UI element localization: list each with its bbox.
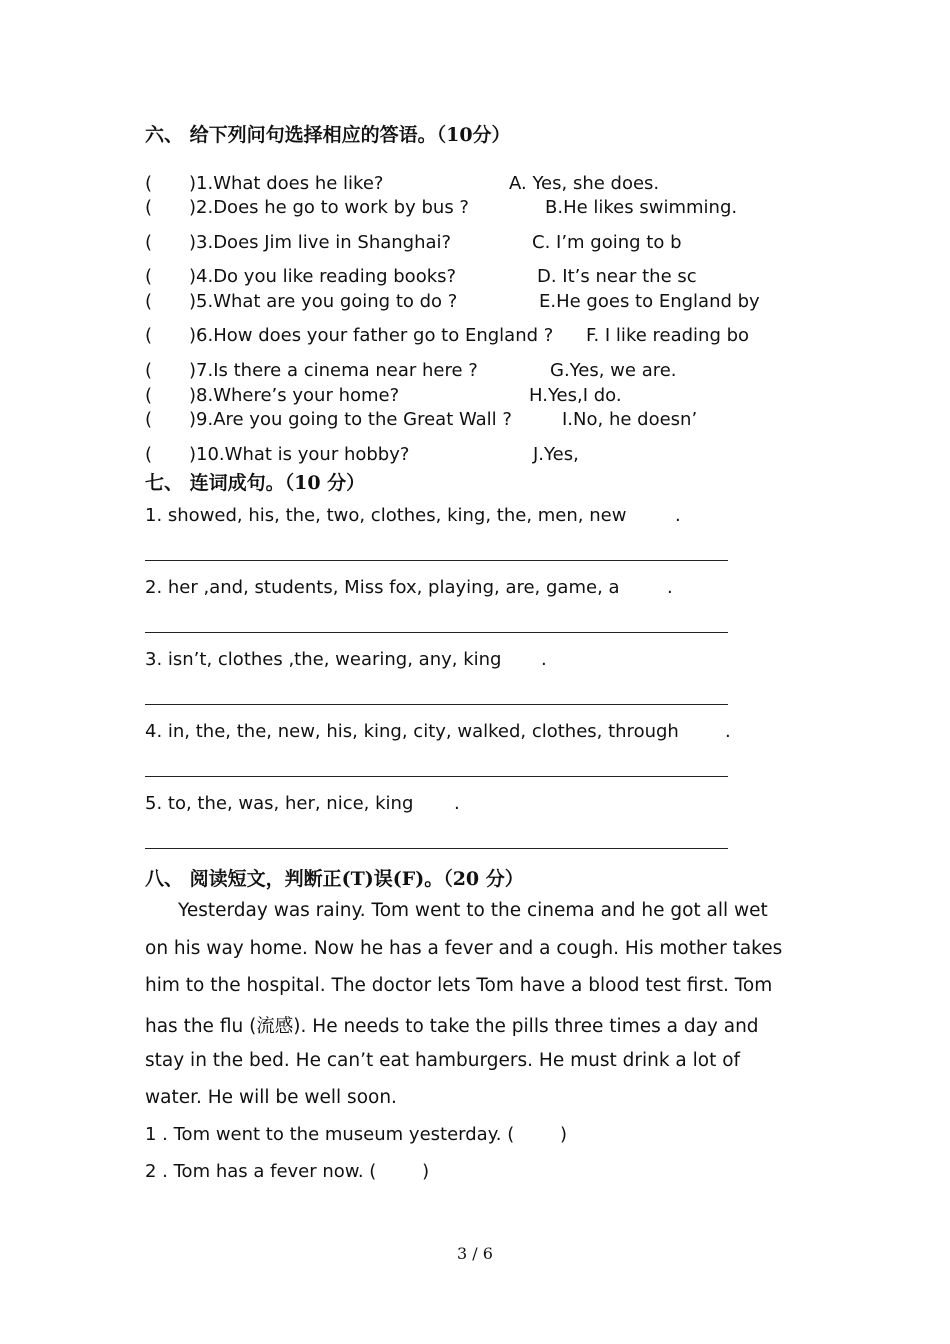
section8-title: 八、 阅读短文，判断正(T)误(F)。（20 分） xyxy=(145,868,524,890)
matching-question: )1.What does he like? xyxy=(189,173,384,194)
answer-line[interactable] xyxy=(145,776,728,777)
sentence-period: . xyxy=(667,577,673,598)
matching-answer: C. I’m going to b xyxy=(532,232,682,253)
matching-question: )9.Are you going to the Great Wall ? xyxy=(189,409,512,430)
answer-paren[interactable]: ( xyxy=(145,232,153,253)
answer-paren[interactable]: ( xyxy=(145,325,153,346)
passage-line: on his way home. Now he has a fever and a cough. His mother takes xyxy=(145,938,783,959)
answer-paren[interactable]: ( xyxy=(145,444,153,465)
scrambled-sentence: 2. her ,and, students, Miss fox, playing, are, game, a xyxy=(145,577,620,598)
scrambled-sentence: 1. showed, his, the, two, clothes, king, the, men, new xyxy=(145,505,627,526)
passage-line: stay in the bed. He can’t eat hamburgers. He must drink a lot of xyxy=(145,1050,741,1071)
matching-answer: I.No, he doesn’ xyxy=(562,409,698,430)
answer-paren[interactable]: ( xyxy=(145,291,153,312)
passage-line: water. He will be well soon. xyxy=(145,1087,397,1108)
matching-question: )3.Does Jim live in Shanghai? xyxy=(189,232,452,253)
tf-question[interactable]: 2 . Tom has a fever now. ( ) xyxy=(145,1161,430,1182)
scrambled-sentence: 4. in, the, the, new, his, king, city, walked, clothes, through xyxy=(145,721,679,742)
matching-answer: F. I like reading bo xyxy=(586,325,750,346)
passage-line: has the flu (流感). He needs to take the pills three times a day and xyxy=(145,1016,759,1037)
matching-answer: D. It’s near the sc xyxy=(537,266,697,287)
matching-question: )5.What are you going to do ? xyxy=(189,291,458,312)
scrambled-sentence: 3. isn’t, clothes ,the, wearing, any, king xyxy=(145,649,502,670)
section7-title: 七、 连词成句。（10 分） xyxy=(145,472,366,494)
passage-line: Yesterday was rainy. Tom went to the cinema and he got all wet xyxy=(178,900,768,921)
sentence-period: . xyxy=(725,721,731,742)
section6-title: 六、 给下列问句选择相应的答语。（10分） xyxy=(145,124,511,146)
answer-line[interactable] xyxy=(145,704,728,705)
answer-paren[interactable]: ( xyxy=(145,409,153,430)
matching-answer: H.Yes,I do. xyxy=(529,385,622,406)
matching-question: )4.Do you like reading books? xyxy=(189,266,457,287)
matching-question: )2.Does he go to work by bus ? xyxy=(189,197,469,218)
matching-question: )10.What is your hobby? xyxy=(189,444,410,465)
answer-line[interactable] xyxy=(145,560,728,561)
answer-paren[interactable]: ( xyxy=(145,197,153,218)
answer-paren[interactable]: ( xyxy=(145,360,153,381)
matching-question: )6.How does your father go to England ? xyxy=(189,325,554,346)
matching-answer: J.Yes, xyxy=(533,444,579,465)
answer-paren[interactable]: ( xyxy=(145,266,153,287)
answer-line[interactable] xyxy=(145,848,728,849)
passage-line: him to the hospital. The doctor lets Tom have a blood test first. Tom xyxy=(145,975,773,996)
sentence-period: . xyxy=(675,505,681,526)
matching-question: )7.Is there a cinema near here ? xyxy=(189,360,478,381)
page-number: 3 / 6 xyxy=(457,1244,493,1263)
matching-answer: B.He likes swimming. xyxy=(545,197,738,218)
matching-answer: E.He goes to England by xyxy=(539,291,760,312)
matching-answer: A. Yes, she does. xyxy=(509,173,660,194)
answer-paren[interactable]: ( xyxy=(145,385,153,406)
answer-paren[interactable]: ( xyxy=(145,173,153,194)
sentence-period: . xyxy=(454,793,460,814)
matching-question: )8.Where’s your home? xyxy=(189,385,400,406)
answer-line[interactable] xyxy=(145,632,728,633)
scrambled-sentence: 5. to, the, was, her, nice, king xyxy=(145,793,414,814)
tf-question[interactable]: 1 . Tom went to the museum yesterday. ( ) xyxy=(145,1124,568,1145)
sentence-period: . xyxy=(541,649,547,670)
matching-answer: G.Yes, we are. xyxy=(550,360,677,381)
